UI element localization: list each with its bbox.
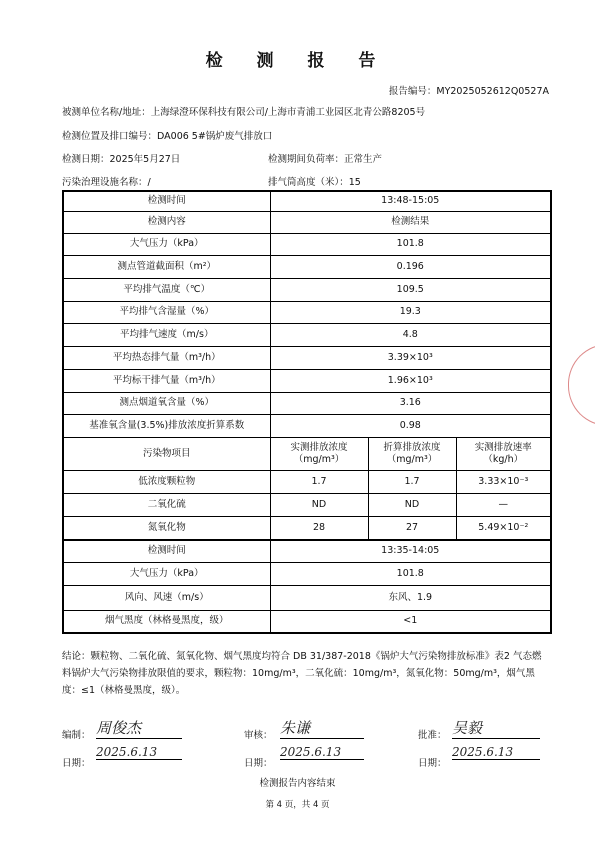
table-row	[63, 610, 551, 633]
param-value: 3.16	[270, 392, 551, 414]
smoke-time-label: 检测时间	[63, 540, 270, 562]
test-date: 检测日期：2025年5月27日	[62, 154, 181, 165]
param-value: 3.39×10³	[270, 346, 551, 369]
time-value: 13:48-15:05	[270, 191, 551, 211]
param-value: 0.196	[270, 255, 551, 278]
table-row	[63, 392, 551, 414]
table-row	[63, 255, 551, 278]
smoke-time-value: 13:35-14:05	[270, 540, 551, 562]
report-end: 检测报告内容结束	[259, 778, 336, 789]
param-label: 测点管道截面积（m²）	[63, 255, 270, 278]
table-row	[63, 278, 551, 301]
table-row	[63, 301, 551, 323]
result-label: 检测结果	[270, 211, 551, 233]
param-value: 4.8	[270, 323, 551, 346]
table-row	[63, 323, 551, 346]
pollutant-name: 氮氧化物	[63, 516, 270, 540]
emission-rate: 3.33×10⁻³	[456, 470, 551, 493]
results-table	[62, 190, 552, 634]
report-title: 检 测 报 告	[205, 51, 390, 71]
pollutant-name: 二氧化硫	[63, 493, 270, 516]
actual-conc: 28	[270, 516, 368, 540]
table-row	[63, 346, 551, 369]
table-row	[63, 540, 551, 562]
reviewer-date-label: 日期：	[244, 758, 273, 769]
actual-conc: ND	[270, 493, 368, 516]
table-row	[63, 562, 551, 585]
param-value: 109.5	[270, 278, 551, 301]
param-label: 基准氧含量(3.5%)排放浓度折算系数	[63, 414, 270, 437]
seal-stamp	[568, 344, 595, 426]
approver-date: 2025.6.13	[452, 745, 540, 760]
table-row	[63, 233, 551, 255]
tested-unit: 被测单位名称/地址：上海绿澄环保科技有限公司/上海市青浦工业园区北青公路8205号	[62, 107, 426, 118]
content-label: 检测内容	[63, 211, 270, 233]
wind-value: 东风、1.9	[270, 585, 551, 610]
conv-conc: 27	[368, 516, 456, 540]
conclusion: 结论：颗粒物、二氧化硫、氮氧化物、烟气黑度均符合 DB 31/387-2018《锅炉大气污染物排放标准》表2 气态燃料锅炉大气污染物排放限值的要求，颗粒物：10mg/m³，二氧化硫：10mg/m³，氮氧化物：50mg/m³，烟气黑度：≤1（林格曼黑度，级）。	[62, 651, 542, 696]
emission-rate: —	[456, 493, 551, 516]
load-rate: 检测期间负荷率：正常生产	[268, 154, 383, 165]
stack-height: 排气筒高度（米）：15	[268, 177, 361, 188]
approver-label: 批准：	[418, 730, 447, 741]
report-number: 报告编号：MY2025052612Q0527A	[388, 86, 549, 97]
reviewer-label: 审核：	[244, 730, 273, 741]
conv-conc: ND	[368, 493, 456, 516]
page-number: 第 4 页，共 4 页	[265, 800, 330, 810]
actual-conc-header: 实测排放浓度（mg/m³）	[270, 437, 368, 470]
pollutant-item-header: 污染物项目	[63, 437, 270, 470]
approver-date-label: 日期：	[418, 758, 447, 769]
treatment-facility: 污染治理设施名称：/	[62, 177, 151, 188]
param-label: 平均热态排气量（m³/h）	[63, 346, 270, 369]
smoke-pressure-value: 101.8	[270, 562, 551, 585]
reviewer-signature: 朱谦	[280, 717, 364, 739]
smoke-pressure-label: 大气压力（kPa）	[63, 562, 270, 585]
conv-conc: 1.7	[368, 470, 456, 493]
rate-header: 实测排放速率（kg/h）	[456, 437, 551, 470]
test-position: 检测位置及排口编号：DA006 5#锅炉废气排放口	[62, 131, 273, 142]
param-value: 0.98	[270, 414, 551, 437]
approver-signature: 吴毅	[452, 717, 540, 739]
actual-conc: 1.7	[270, 470, 368, 493]
reviewer-date: 2025.6.13	[280, 745, 364, 760]
param-value: 1.96×10³	[270, 369, 551, 392]
table-row	[63, 516, 551, 540]
time-label: 检测时间	[63, 191, 270, 211]
param-value: 101.8	[270, 233, 551, 255]
smoke-black-label: 烟气黑度（林格曼黑度，级）	[63, 610, 270, 633]
table-row	[63, 414, 551, 437]
wind-label: 风向、风速（m/s）	[63, 585, 270, 610]
pollutant-name: 低浓度颗粒物	[63, 470, 270, 493]
table-row	[63, 470, 551, 493]
param-label: 平均排气速度（m/s）	[63, 323, 270, 346]
param-label: 平均排气含湿量（%）	[63, 301, 270, 323]
param-label: 平均排气温度（℃）	[63, 278, 270, 301]
param-value: 19.3	[270, 301, 551, 323]
editor-date-label: 日期：	[62, 758, 91, 769]
param-label: 大气压力（kPa）	[63, 233, 270, 255]
editor-signature: 周俊杰	[96, 717, 182, 739]
editor-date: 2025.6.13	[96, 745, 182, 760]
table-row	[63, 369, 551, 392]
table-row	[63, 493, 551, 516]
param-label: 测点烟道氧含量（%）	[63, 392, 270, 414]
pollutant-header-row	[63, 437, 551, 470]
smoke-black-value: <1	[270, 610, 551, 633]
table-row	[63, 585, 551, 610]
param-label: 平均标干排气量（m³/h）	[63, 369, 270, 392]
conv-conc-header: 折算排放浓度（mg/m³）	[368, 437, 456, 470]
editor-label: 编制：	[62, 730, 91, 741]
emission-rate: 5.49×10⁻²	[456, 516, 551, 540]
